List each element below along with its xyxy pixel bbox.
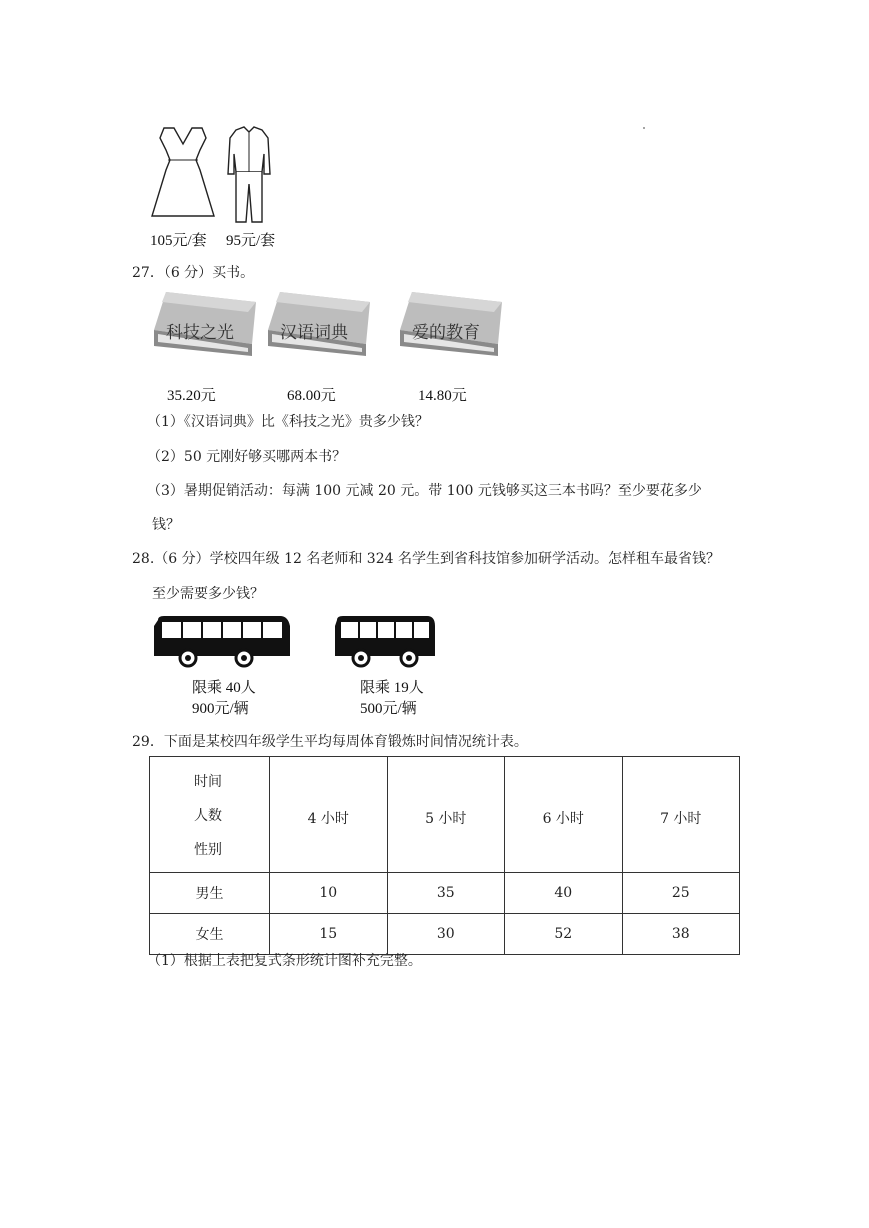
row-label: 女生 bbox=[150, 914, 270, 955]
book-3 bbox=[394, 290, 506, 376]
table-cell: 40 bbox=[505, 873, 623, 914]
small-bus-price: 500元/辆 bbox=[360, 701, 417, 717]
table-cell: 52 bbox=[505, 914, 623, 955]
table-cell: 35 bbox=[387, 873, 505, 914]
bus-icon bbox=[333, 612, 437, 668]
table-cell: 30 bbox=[387, 914, 505, 955]
column-header: 7 小时 bbox=[622, 757, 740, 873]
book-3-title: 爱的教育 bbox=[412, 323, 480, 343]
q29-sub1: （1）根据上表把复式条形统计图补充完整。 bbox=[147, 953, 422, 969]
corner-gender: 性别 bbox=[194, 842, 222, 858]
q27-sub1: （1）《汉语词典》比《科技之光》贵多少钱？ bbox=[147, 414, 429, 430]
suit-icon bbox=[224, 124, 274, 224]
dress-price: 105元/套 bbox=[150, 233, 207, 249]
column-header: 4 小时 bbox=[270, 757, 388, 873]
table-cell: 25 bbox=[622, 873, 740, 914]
small-bus-capacity: 限乘 19人 bbox=[360, 680, 424, 696]
q27-title: 27．（6 分）买书。 bbox=[132, 265, 255, 281]
corner-count: 人数 bbox=[194, 808, 222, 824]
column-header: 5 小时 bbox=[387, 757, 505, 873]
big-bus-capacity: 限乘 40人 bbox=[192, 680, 256, 696]
book-1-price: 35.20元 bbox=[167, 388, 216, 404]
q27-sub3-line1: （3）暑期促销活动：每满 100 元减 20 元。带 100 元钱够买这三本书吗？至少要花多少 bbox=[147, 483, 702, 499]
q28-line2: 至少需要多少钱？ bbox=[152, 586, 264, 602]
exercise-table bbox=[149, 756, 740, 955]
corner-time: 时间 bbox=[194, 774, 222, 790]
column-header: 6 小时 bbox=[505, 757, 623, 873]
big-bus-price: 900元/辆 bbox=[192, 701, 249, 717]
suit-price: 95元/套 bbox=[226, 233, 276, 249]
table-cell: 10 bbox=[270, 873, 388, 914]
book-1-title: 科技之光 bbox=[166, 323, 234, 343]
bus-icon bbox=[152, 612, 292, 668]
table-cell: 38 bbox=[622, 914, 740, 955]
corner-cell bbox=[150, 757, 270, 873]
book-2-title: 汉语词典 bbox=[280, 323, 348, 343]
book-2-price: 68.00元 bbox=[287, 388, 336, 404]
table-cell: 15 bbox=[270, 914, 388, 955]
book-1 bbox=[148, 290, 260, 376]
q28-line1: 28.（6 分）学校四年级 12 名老师和 324 名学生到省科技馆参加研学活动。怎样租车最省钱？ bbox=[132, 551, 720, 567]
q29-title: 29．下面是某校四年级学生平均每周体育锻炼时间情况统计表。 bbox=[132, 734, 528, 750]
dress-icon bbox=[150, 124, 216, 224]
book-3-price: 14.80元 bbox=[418, 388, 467, 404]
table-row bbox=[150, 914, 740, 955]
table-header-row bbox=[150, 757, 740, 873]
book-2 bbox=[262, 290, 374, 376]
table-row bbox=[150, 873, 740, 914]
stray-dot bbox=[643, 127, 645, 129]
row-label: 男生 bbox=[150, 873, 270, 914]
q27-sub3-line2: 钱？ bbox=[152, 517, 180, 533]
q27-sub2: （2）50 元刚好够买哪两本书？ bbox=[147, 449, 347, 465]
